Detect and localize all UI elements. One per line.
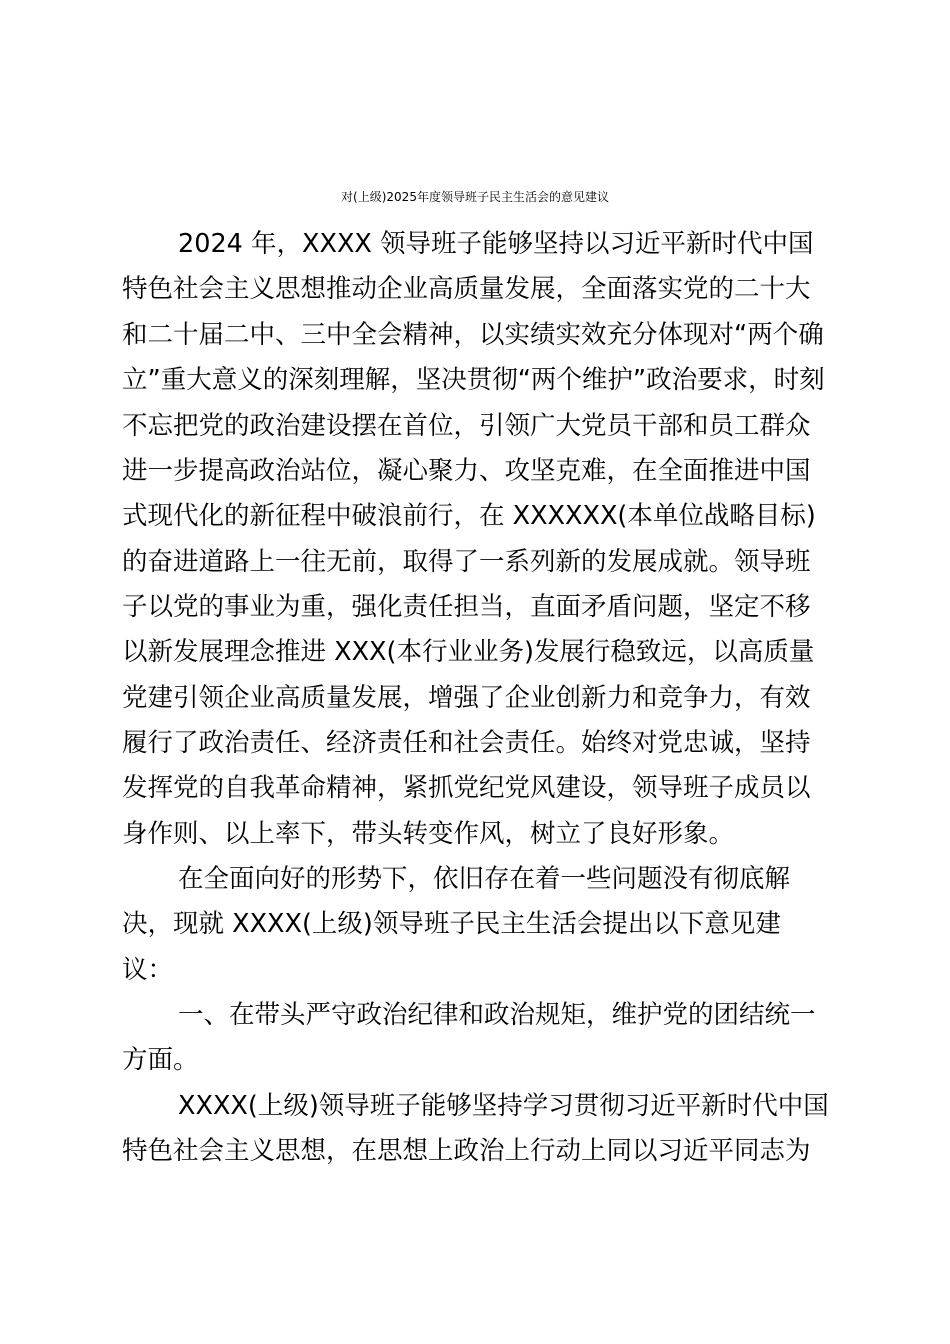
paragraph-1-line-11: 党建引领企业高质量发展，增强了企业创新力和竞争力，有效	[122, 683, 811, 713]
paragraph-4-line-1: XXXX(上级)领导班子能够坚持学习贯彻习近平新时代中国	[178, 1091, 829, 1121]
paragraph-1-line-14: 身作则、以上率下，带头转变作风，树立了良好形象。	[122, 819, 735, 849]
section-heading-1-line-2: 方面。	[122, 1045, 199, 1075]
paragraph-2-line-3: 议：	[122, 955, 174, 985]
paragraph-1-line-1: 2024 年，XXXX 领导班子能够坚持以习近平新时代中国	[178, 229, 814, 259]
paragraph-1-line-7: 式现代化的新征程中破浪前行，在 XXXXXX(本单位战略目标)	[122, 501, 816, 531]
paragraph-1-line-6: 进一步提高政治站位，凝心聚力、攻坚克难，在全面推进中国	[122, 456, 811, 486]
document-title: 对(上级)2025年度领导班子民主生活会的意见建议	[341, 190, 609, 204]
paragraph-2-line-2: 决，现就 XXXX(上级)领导班子民主生活会提出以下意见建	[122, 909, 781, 939]
paragraph-1-line-12: 履行了政治责任、经济责任和社会责任。始终对党忠诚，坚持	[122, 728, 811, 758]
paragraph-2-line-1: 在全面向好的形势下，依旧存在着一些问题没有彻底解	[178, 864, 791, 894]
paragraph-1-line-4: 立”重大意义的深刻理解，坚决贯彻“两个维护”政治要求，时刻	[122, 365, 825, 395]
paragraph-1-line-3: 和二十届二中、三中全会精神，以实绩实效充分体现对“两个确	[122, 320, 824, 350]
paragraph-1-line-10: 以新发展理念推进 XXX(本行业业务)发展行稳致远，以高质量	[122, 637, 815, 667]
paragraph-1-line-9: 子以党的事业为重，强化责任担当，直面矛盾问题，坚定不移	[122, 592, 811, 622]
paragraph-1-line-2: 特色社会主义思想推动企业高质量发展，全面落实党的二十大	[122, 274, 811, 304]
paragraph-1-line-13: 发挥党的自我革命精神，紧抓党纪党风建设，领导班子成员以	[122, 773, 811, 803]
paragraph-1-line-5: 不忘把党的政治建设摆在首位，引领广大党员干部和员工群众	[122, 411, 811, 441]
paragraph-1-line-8: 的奋进道路上一往无前，取得了一系列新的发展成就。领导班	[122, 547, 811, 577]
section-heading-1-line-1: 一、在带头严守政治纪律和政治规矩，维护党的团结统一	[178, 1000, 816, 1030]
paragraph-4-line-2: 特色社会主义思想，在思想上政治上行动上同以习近平同志为	[122, 1136, 811, 1166]
